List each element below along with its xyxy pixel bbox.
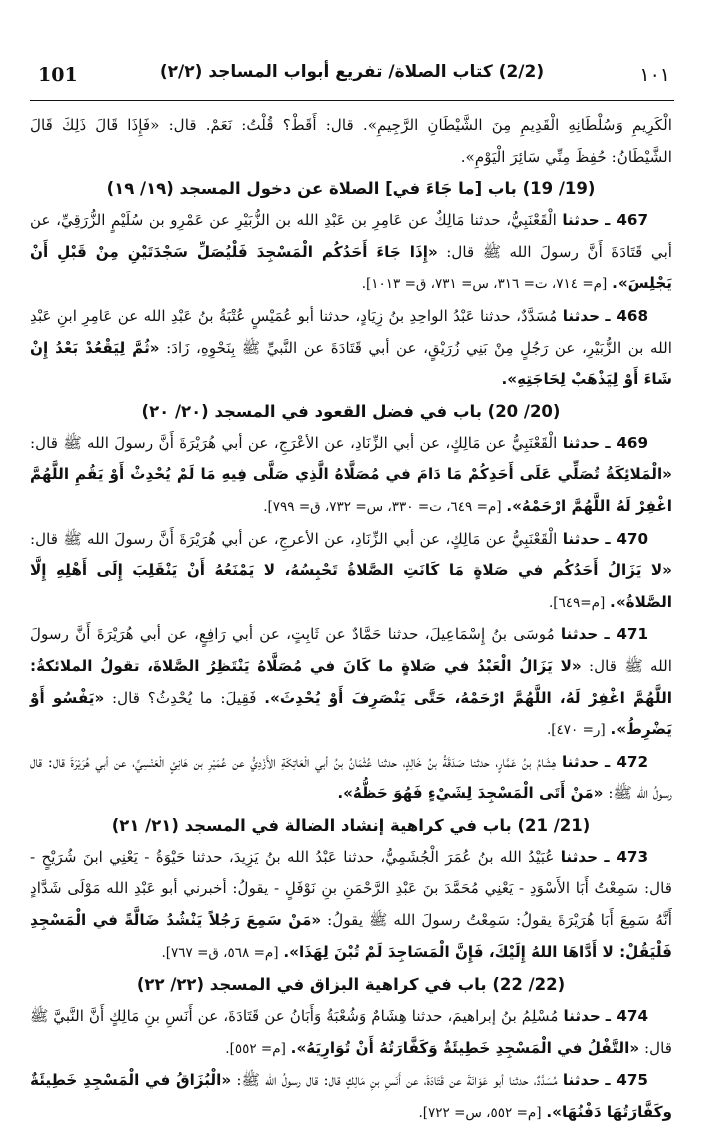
hadith-number: 474 ـ [605, 1007, 649, 1026]
hadith-474 [30, 1001, 672, 1065]
hadith-469 [30, 428, 672, 524]
isnad-text: عُبَيْدُ الله بنُ عُمَرَ الْجُشَمِيُّ، حدثنا عَبْدُ الله بنُ يَزِيدَ، حدثنا حَيْوَةُ - يَعْنِي ابنَ شُرَيْحٍ - قال: سَمِعْتُ أَبَا الأَسْوَدِ - يَعْنِي مُحَمَّدَ بنَ عَبْدِ الرَّحْمَنِ بنِ نَوْفَلٍ - يقولُ: أخبرني أبو عَبْدِ الله مَوْلَى شَدَّادٍ أَنَّهُ سَمِعَ أَبَا هُرَيْرَةَ يقولُ: سَمِعْتُ رسولَ الله ﷺ يقولُ: [30, 847, 672, 930]
hadith-number: 473 ـ [604, 847, 649, 866]
narration-label: حدثنا [562, 433, 601, 452]
hadith-471 [30, 619, 672, 746]
cross-reference: [م= ٥٥٢]. [225, 1040, 286, 1057]
hadith-470 [30, 524, 672, 620]
cross-reference: [م= ٥٦٨، ق= ٧٦٧]. [161, 944, 279, 961]
hadith-quote: «الْبُزَاقُ في الْمَسْجِدِ خَطِيئَةٌ وكَفَّارَتُهَا دَفْنُهَا». [30, 1071, 672, 1122]
page-body [30, 110, 672, 1130]
narration-label: حدثنا [560, 625, 599, 644]
narration-label: حدثنا [562, 306, 601, 325]
page-number-latin: 101 [38, 64, 78, 86]
chapter-heading-19: (19/ 19) باب [ما جَاءَ في] الصلاة عن دخول المسجد (١٩/ ١٩) [106, 179, 596, 199]
hadith-472 [30, 747, 672, 810]
chapter-heading-21: (21/ 21) باب في كراهية إنشاد الضالة في المسجد (٢١/ ٢١) [111, 815, 591, 835]
cross-reference: [م= ٧١٤، ت= ٣١٦، س= ٧٣١، ق= ١٠١٣]. [361, 276, 608, 293]
header-rule [30, 100, 674, 101]
hadith-number: 467 ـ [605, 211, 649, 230]
hadith-467 [30, 205, 672, 301]
hadith-quote: «التَّفْلُ في الْمَسْجِدِ خَطِيئَةٌ وَكَفَّارَتُهُ أَنْ تُوَارِيَهُ». [290, 1038, 640, 1057]
hadith-number: 471 ـ [604, 625, 649, 644]
hadith-quote: «إِذَا جَاءَ أَحَدُكُم الْمَسْجِدَ فَلْيُصَلِّ سَجْدَتَيْنِ مِنْ قَبْلِ أَنْ يَجْلِسَ». [30, 242, 672, 293]
cross-reference: [ر= ٤٧٠]. [546, 722, 606, 739]
isnad-text: الْقَعْنَبِيُّ عن مَالِكٍ، عن أبي الزِّنَادِ، عن الأعْرَجِ، عن أبي هُرَيْرَةَ أَنَّ رسولَ الله ﷺ قال: [30, 433, 558, 452]
isnad-text: مُوسَى بنُ إِسْمَاعِيلَ، حدثنا حَمَّادٌ عن ثَابِتٍ، عن أبي رَافِعٍ، عن أبي هُرَيْرَةَ أَنَّ رسولَ الله ﷺ قال: [30, 625, 672, 675]
hadith-quote: «مَنْ سَمِعَ رَجُلاً يَنْشُدُ ضَالَّةً في الْمَسْجِدِ فَلْيَقُلْ: لا أَدَّاهَا اللهُ إِلَيْكَ، فَإِنَّ الْمَسَاجِدَ لَمْ تُبْنَ لِهَذَا». [30, 911, 672, 961]
isnad-text: هِشَامُ بنُ عَمَّارٍ، حدثنا صَدَقَةُ بنُ خَالِدٍ، حدثنا عُثْمَانُ بنُ أبي الْعَاتِكَةِ الأَزْدِيُّ عن عُمَيْرِ بن هَانِئٍ الْعَنْسِيِّ، عن أبي هُرَيْرَةَ قال: قال رسولُ الله ﷺ: [30, 752, 672, 803]
page-header [30, 58, 674, 98]
cross-reference: [م= ٥٥٢، س= ٧٢٢]. [418, 1105, 542, 1122]
page-number-arabic: ١٠١ [639, 64, 670, 86]
hadith-quote: «الْمَلائِكَةُ تُصَلِّي عَلَى أَحَدِكُمْ مَا دَامَ في مُصَلَّاهُ الَّذِي صَلَّى فِيهِ مَا لَمْ يُحْدِثْ أَوْ يَقُمِ اللَّهُمَّ اغْفِرْ لَهُ اللَّهُمَّ ارْحَمْهُ». [30, 465, 672, 515]
narration-label: حدثنا [563, 1007, 601, 1026]
chapter-heading-20: (20/ 20) باب في فضل القعود في المسجد (٢٠/ ٢٠) [141, 401, 561, 421]
hadith-quote-2: «يَفْسُو أَوْ يَضْرِطُ». [30, 688, 672, 739]
isnad-text: الْقَعْنَبِيُّ عن مَالِكٍ، عن أبي الزِّنَادِ، عن الأعرجِ، عن أبي هُرَيْرَةَ أَنَّ رسولَ الله ﷺ قال: [30, 529, 558, 548]
hadith-475 [30, 1065, 672, 1129]
isnad-text: مُسَدَّدٌ، حدثنا عَبْدُ الواحِدِ بنُ زِيَادٍ، حدثنا أبو عُمَيْسٍ عُتْبَةُ بنُ عَبْدِ الله عن عَامِرِ ابنِ عَبْدِ الله بن الزُّبَيْرِ، عن رَجُلٍ مِنْ بَنِي زُرَيْقٍ، عن أبي قَتَادَةَ عن النَّبيِّ ﷺ بِنَحْوِهِ، زَادَ: [30, 306, 673, 357]
isnad-text: مُسْلِمُ بنُ إبراهيمَ، حدثنا هِشَامٌ وَشُعْبَةُ وَأَبَانُ عن قَتَادَةَ، عن أَنَسِ بنِ مَالِكٍ أَنَّ النَّبيَّ ﷺ قال: [30, 1007, 672, 1057]
narration-label: حدثنا [561, 752, 600, 771]
hadith-quote: «لا يَزَالُ أَحَدُكُم في صَلاةٍ مَا كَانَتِ الصَّلاةُ تَحْبِسُهُ، لا يَمْنَعُهُ أَنْ يَنْقَلِبَ إِلَى أَهْلِهِ إِلَّا الصَّلاةُ». [30, 561, 672, 611]
hadith-quote: «ثُمَّ لِيَقْعُدْ بَعْدُ إِنْ شَاءَ أَوْ لِيَذْهَبْ لِحَاجَتِهِ». [30, 338, 672, 389]
narration-label: حدثنا [562, 1071, 601, 1090]
isnad-text: الْقَعْنَبِيُّ، حدثنا مَالِكٌ عن عَامِرِ بن عَبْدِ الله بن الزُّبَيْرِ عن عَمْرِو بن سُلَيْمٍ الزُّرَقِيِّ، عن أبي قَتَادَةَ أَنَّ رسولَ الله ﷺ قال: [30, 211, 673, 261]
cross-reference: [م=٦٤٩]. [548, 594, 606, 611]
running-title: (2/2) كتاب الصلاة/ تفريع أبواب المساجد (٢/٢) [159, 62, 545, 82]
follow-up-text: فَقِيلَ: ما يُحْدِثُ؟ قال: [112, 688, 257, 707]
narration-label: حدثنا [562, 211, 600, 230]
hadith-number: 468 ـ [605, 306, 649, 325]
continued-paragraph: الْكَرِيمِ وَسُلْطَانِهِ الْقَدِيمِ مِنَ الشَّيْطَانِ الرَّجِيمِ». قال: أَقَطْ؟ قُلْتُ: نَعَمْ. قال: «فَإِذَا قَالَ ذَلِكَ قَالَ الشَّيْطَانُ: حُفِظَ مِنِّي سَائِرَ الْيَوْمِ». [30, 116, 672, 166]
chapter-heading-22: (22/ 22) باب في كراهية البزاق في المسجد (٢٢/ ٢٢) [136, 975, 566, 995]
hadith-quote: «لا يَزَالُ الْعَبْدُ في صَلاةٍ ما كَانَ في مُصَلَّاهُ يَنْتَظِرُ الصَّلاةَ، تقولُ الملائكةُ: اللَّهُمَّ اغْفِرْ لَهُ، اللَّهُمَّ ارْحَمْهُ، حَتَّى يَنْصَرِفَ أَوْ يُحْدِثَ». [30, 656, 673, 707]
hadith-473 [30, 842, 672, 969]
narration-label: حدثنا [562, 529, 601, 548]
hadith-quote: «مَنْ أَتَى الْمَسْجِدَ لِشَيْءٍ فَهُوَ حَظُّهُ». [337, 784, 604, 803]
hadith-468 [30, 301, 672, 396]
hadith-number: 475 ـ [605, 1071, 648, 1090]
narration-label: حدثنا [560, 847, 599, 866]
hadith-number: 469 ـ [605, 433, 649, 452]
isnad-text: مُسَدَّدٌ، حدثنا أبو عَوَانَةَ عن قَتَادَةَ، عن أَنَسِ بنِ مَالِكٍ قال: قال رسولُ الله ﷺ: [236, 1071, 558, 1090]
cross-reference: [م= ٦٤٩، ت= ٣٣٠، س= ٧٣٢، ق= ٧٩٩]. [263, 498, 502, 515]
hadith-number: 470 ـ [605, 529, 649, 548]
hadith-number: 472 ـ [604, 752, 649, 771]
